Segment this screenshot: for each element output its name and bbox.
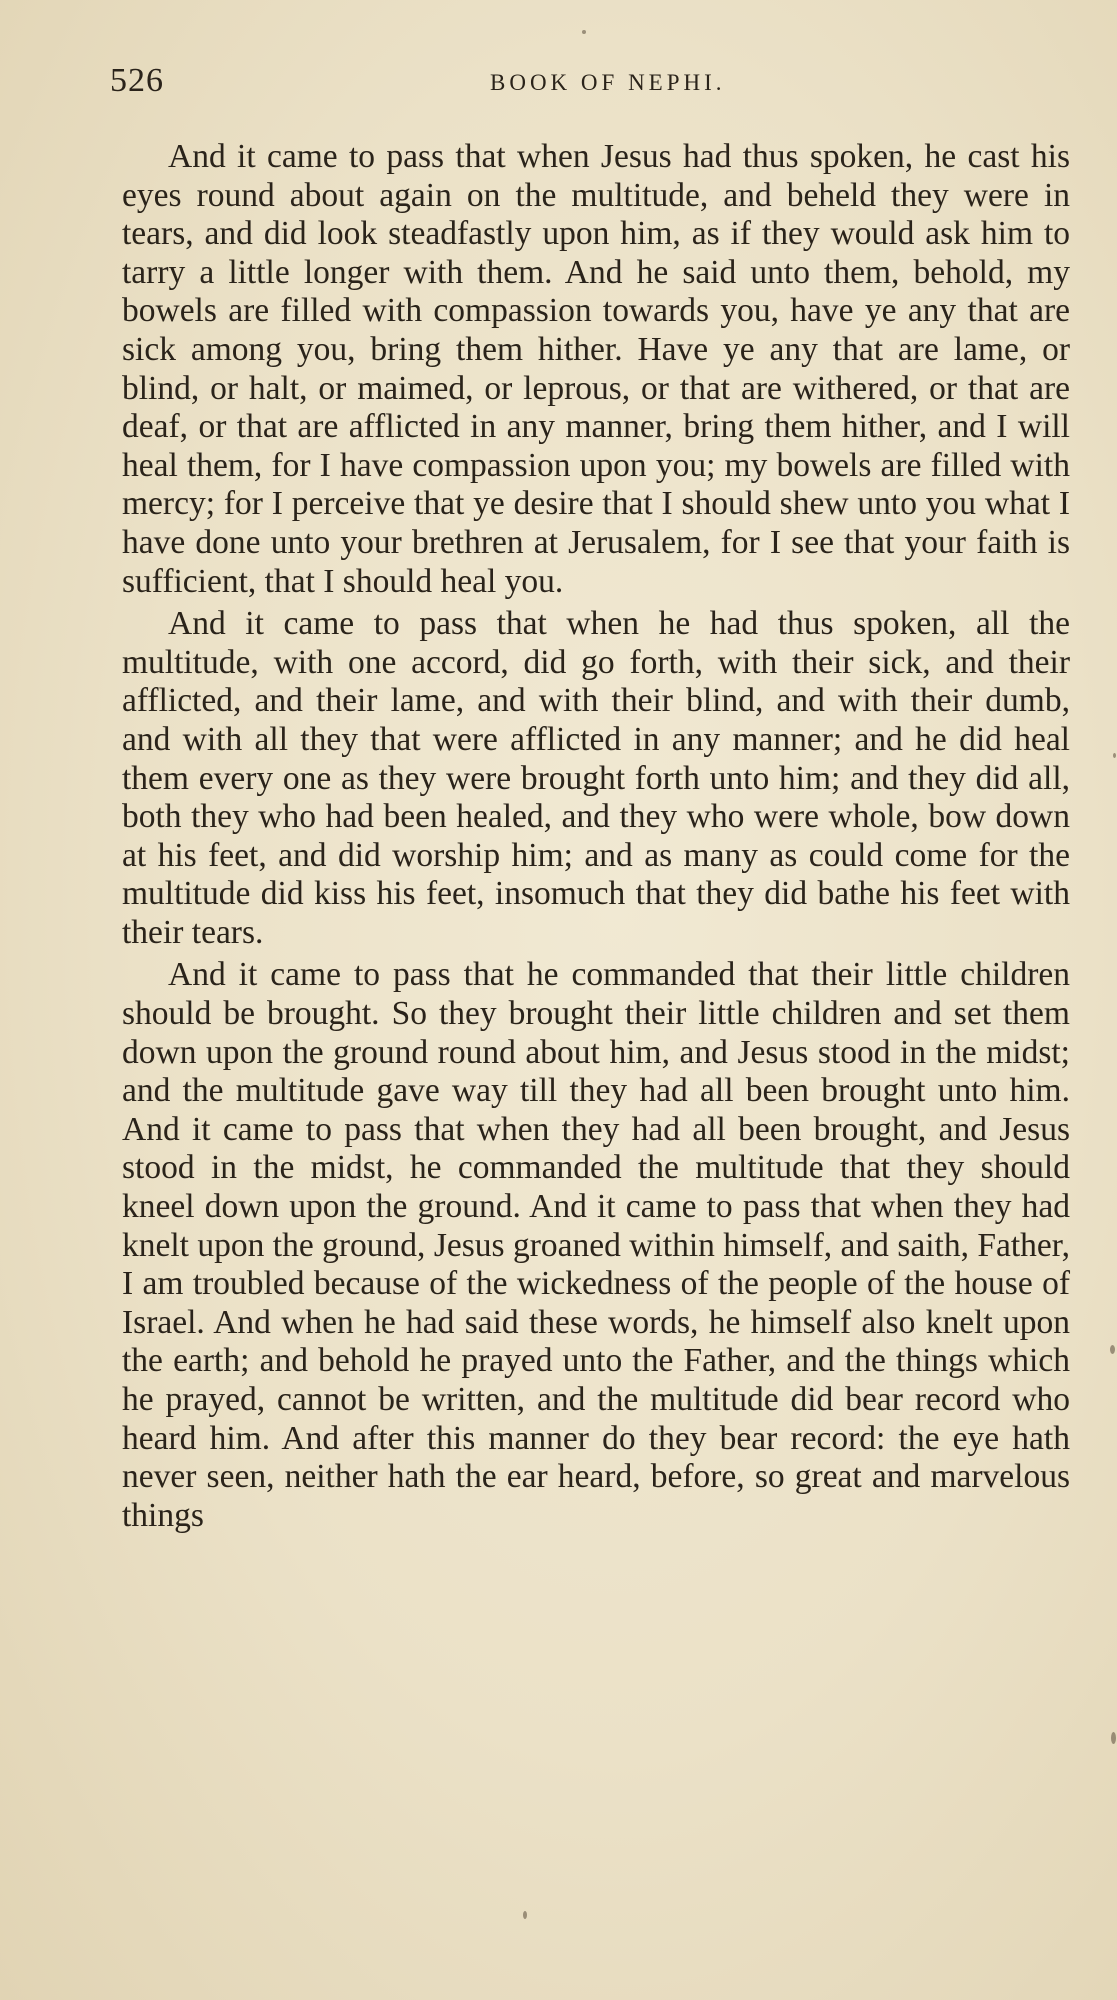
ink-speck [523,1911,527,1919]
paragraph-1: And it came to pass that when Jesus had thus spoken, he cast his eyes round about again on the multitude, and beheld they were in tears, and did look steadfastly upon him, as if they would ask him to tarry a little longer with them. And he said unto them, behold, my bowels are filled with compassion towards you, have ye any that are sick among you, bring them hither. Have ye any that are lame, or blind, or halt, or maimed, or leprous, or that are withered, or that are deaf, or that are afflicted in any manner, bring them hither, and I will heal them, for I have compassion upon you; my bowels are filled with mercy; for I perceive that ye desire that I should shew unto you what I have done unto your brethren at Jerusalem, for I see that your faith is sufficient, that I should heal you. [122,138,1070,600]
page-number: 526 [110,62,164,99]
page-header [110,62,1070,106]
ink-speck [1111,1732,1116,1744]
body-text [122,138,1070,1535]
ink-speck [582,30,586,34]
paragraph-2: And it came to pass that when he had thus spoken, all the multitude, with one accord, did go forth, with their sick, and their afflicted, and their lame, and with their blind, and with their dumb, and with all they that were afflicted in any manner; and he did heal them every one as they were brought forth unto him; and they did all, both they who had been healed, and they who were whole, bow down at his feet, and did worship him; and as many as could come for the multitude did kiss his feet, insomuch that they did bathe his feet with their tears. [122,605,1070,951]
paragraph-3: And it came to pass that he commanded that their little children should be brought. So they brought their little children and set them down upon the ground round about him, and Jesus stood in the midst; and the multitude gave way till they had all been brought unto him. And it came to pass that when they had all been brought, and Jesus stood in the midst, he commanded the multitude that they should kneel down upon the ground. And it came to pass that when they had knelt upon the ground, Jesus groaned within himself, and saith, Father, I am troubled because of the wickedness of the people of the house of Israel. And when he had said these words, he himself also knelt upon the earth; and behold he prayed unto the Father, and the things which he prayed, cannot be written, and the multitude did bear record who heard him. And after this manner do they bear record: the eye hath never seen, neither hath the ear heard, before, so great and marvelous things [122,956,1070,1534]
ink-speck [1110,1345,1115,1354]
running-head: BOOK OF NEPHI. [490,70,726,95]
ink-speck [1113,753,1116,758]
